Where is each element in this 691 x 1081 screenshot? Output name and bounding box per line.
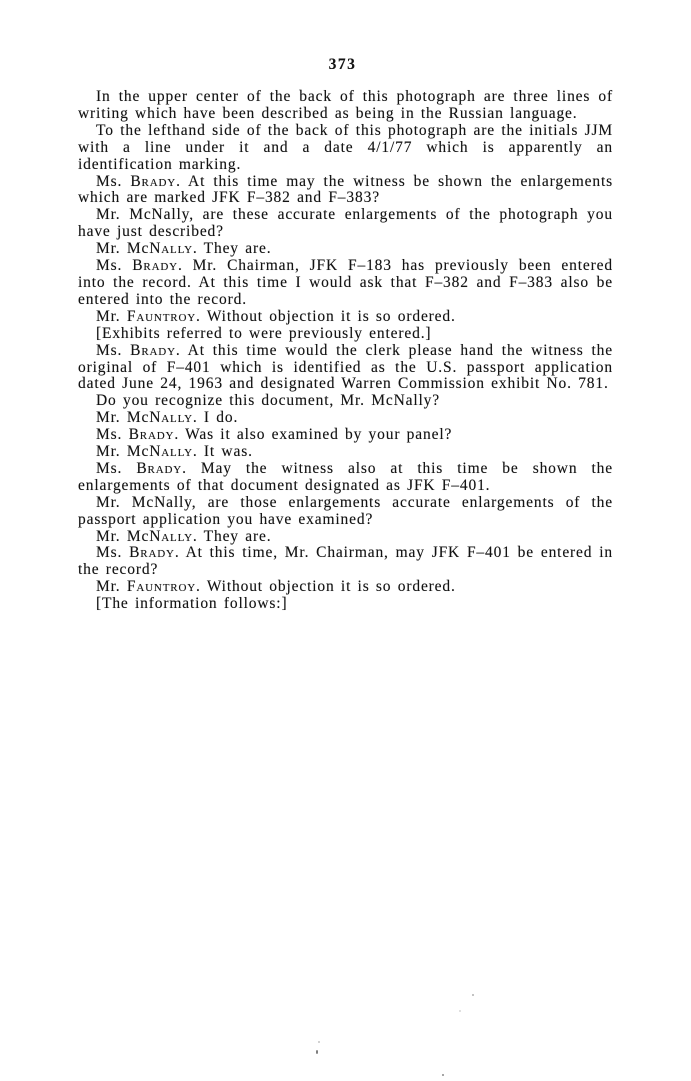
page-number: 373 [328, 56, 357, 73]
speaker-name: Fauntroy [126, 578, 197, 596]
paragraph-text: Mr. McNally, are those enlargements accurate enlargements of the passport application you have examined? [78, 493, 613, 528]
transcript-paragraph [78, 444, 613, 461]
paragraph-text: Do you recognize this document, Mr. McNally? [96, 392, 441, 410]
scan-speck [459, 1010, 461, 1012]
speaker-name: Brady [130, 172, 177, 190]
paragraph-text: Ms. [96, 426, 129, 444]
paragraph-text: . They are. [192, 527, 272, 545]
speaker-name: Brady [132, 257, 178, 275]
transcript-paragraph [78, 89, 613, 123]
transcript-paragraph [78, 410, 613, 427]
speaker-name: Nally [149, 240, 193, 258]
paragraph-text: . Without objection it is so ordered. [196, 578, 456, 596]
speaker-name: Fauntroy [126, 307, 197, 325]
paragraph-text: . Without objection it is so ordered. [196, 307, 456, 325]
scan-speck [442, 1074, 444, 1076]
paragraph-text: . At this time would the clerk please hand the witness the original of F–401 which is identified as the U.S. passport application dated June 24, 1963 and designated Warren Commission exhibit No. 781. [78, 341, 613, 393]
transcript-paragraph [78, 309, 613, 326]
paragraph-text: [Exhibits referred to were previously entered.] [96, 324, 432, 342]
transcript-paragraph [78, 343, 613, 394]
transcript-paragraph [78, 258, 613, 309]
paragraph-text: Mr. Mc [96, 443, 150, 461]
paragraph-text: . I do. [192, 409, 239, 427]
paragraph-text: . May the witness also at this time be shown the enlargements of that document designated as JFK F–401. [78, 459, 613, 494]
paragraph-text: . It was. [192, 443, 253, 461]
transcript-paragraph [78, 123, 613, 174]
scan-speck [318, 1041, 320, 1043]
transcript-paragraph [78, 545, 613, 579]
paragraph-text: Mr. Mc [96, 240, 150, 258]
paragraph-text: . At this time, Mr. Chairman, may JFK F–401 be entered in the record? [78, 544, 613, 579]
transcript-paragraph [78, 207, 613, 241]
paragraph-text: Ms. [96, 172, 131, 190]
transcript [78, 89, 613, 613]
paragraph-text: Ms. [96, 459, 137, 477]
paragraph-text: Mr. Mc [96, 527, 150, 545]
paragraph-text: . Mr. Chairman, JFK F–183 has previously been entered into the record. At this time I would ask that F–382 and F–383 also be entered into the record. [78, 257, 613, 308]
speaker-name: Nally [149, 443, 193, 461]
transcript-paragraph [78, 529, 613, 546]
paragraph-text: . Was it also examined by your panel? [174, 426, 453, 444]
speaker-name: Nally [149, 527, 193, 545]
paragraph-text: In the upper center of the back of this photograph are three lines of writing which have been described as being in the Russian language. [78, 88, 613, 122]
transcript-paragraph [78, 393, 613, 410]
transcript-paragraph [78, 596, 613, 613]
speaker-name: Brady [129, 544, 175, 562]
paragraph-text: Ms. [96, 257, 133, 275]
speaker-name: Nally [149, 409, 193, 427]
paragraph-text: Ms. [96, 341, 131, 359]
paragraph-text: Mr. McNally, are these accurate enlargements of the photograph you have just described? [78, 206, 613, 241]
paragraph-text: Mr. Mc [96, 409, 150, 427]
transcript-paragraph [78, 579, 613, 596]
transcript-paragraph [78, 241, 613, 258]
paragraph-text: [The information follows:] [96, 595, 288, 613]
scan-speck [472, 994, 474, 996]
paragraph-text: Mr. [96, 578, 127, 596]
transcript-paragraph [78, 495, 613, 529]
transcript-paragraph [78, 326, 613, 343]
transcript-paragraph [78, 427, 613, 444]
paragraph-text: . They are. [192, 240, 272, 258]
paragraph-text: Ms. [96, 544, 130, 562]
transcript-paragraph [78, 174, 613, 208]
speaker-name: Brady [136, 459, 183, 477]
speaker-name: Brady [128, 426, 175, 444]
scan-speck [316, 1050, 318, 1054]
transcript-paragraph [78, 461, 613, 495]
paragraph-text: To the lefthand side of the back of this photograph are the initials JJM with a line under it and a date 4/1/77 which is apparently an identification marking. [78, 121, 613, 173]
paragraph-text: Mr. [96, 307, 127, 325]
paragraph-text: . At this time may the witness be shown the enlargements which are marked JFK F–382 and F–383? [78, 172, 613, 207]
speaker-name: Brady [130, 341, 176, 359]
